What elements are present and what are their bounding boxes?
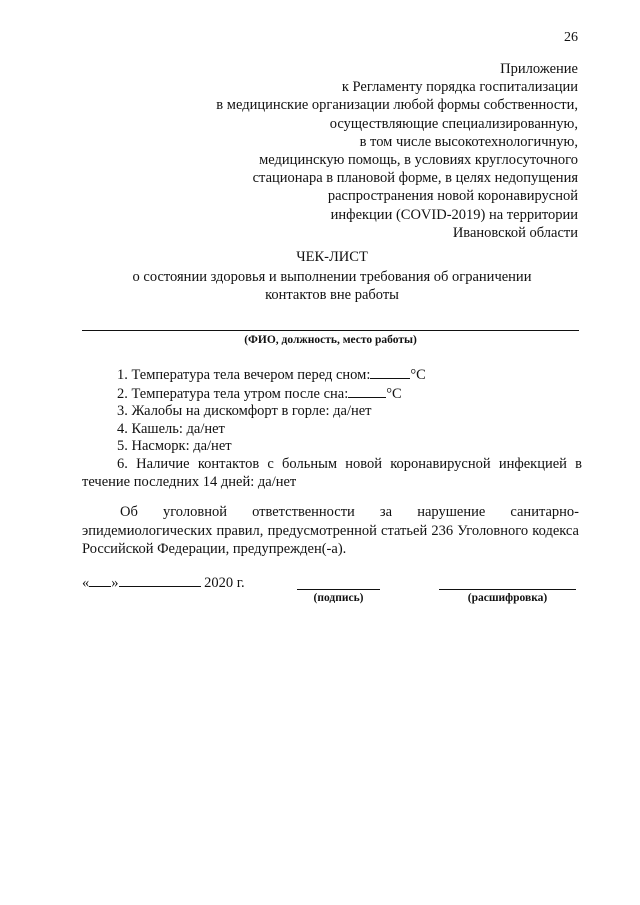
liability-text: эпидемиологических правил, предусмотренной статьей 236 Уголовного кодекса Российской Федерации, предупрежден(-а). [82,522,579,557]
appendix-line: инфекции (COVID-2019) на территории [330,206,578,223]
appendix-line: в том числе высокотехнологичную, [359,133,578,150]
day-blank[interactable] [89,574,111,587]
document-title: ЧЕК-ЛИСТ [296,249,368,265]
month-blank[interactable] [119,574,201,587]
degree-unit: °С [386,385,402,402]
signature-line[interactable] [297,589,380,590]
page-number: 26 [564,30,578,45]
date-year: 2020 г. [204,575,245,591]
date-quote-open: « [82,575,90,591]
fio-caption: (ФИО, должность, место работы) [244,334,417,346]
checklist-item-throat: 3. Жалобы на дискомфорт в горле: да/нет [117,403,372,420]
appendix-line: медицинскую помощь, в условиях круглосуточного [259,152,578,169]
date-quote-close: » [111,575,119,591]
date-field [82,574,245,592]
appendix-line: осуществляющие специализированную, [329,115,578,132]
appendix-line: к Регламенту порядка госпитализации [341,79,578,96]
checklist-items [82,366,582,491]
degree-unit: °С [410,367,426,383]
checklist-item-runny-nose: 5. Насморк: да/нет [117,438,232,455]
appendix-line: распространения новой коронавирусной [327,188,578,205]
checklist-item-cough: 4. Кашель: да/нет [117,420,225,437]
appendix-line: Приложение [500,61,578,77]
appendix-line: Ивановской области [452,224,578,241]
document-subtitle: о состоянии здоровья и выполнении требования об ограничении [132,269,532,285]
appendix-header [108,60,578,242]
fio-blank-line[interactable] [82,330,579,331]
item-label: 1. Температура тела вечером перед сном: [117,367,371,383]
appendix-line: стационара в плановой форме, в целях недопущения [252,170,578,187]
signature-row [82,574,582,614]
item-label: 2. Температура тела утром после сна: [117,385,349,402]
signature-caption: (подпись) [313,592,364,604]
liability-warning [82,503,579,559]
morning-temp-blank[interactable] [348,385,386,398]
evening-temp-blank[interactable] [370,366,410,379]
checklist-item-contacts: 6. Наличие контактов с больным новой коронавирусной инфекцией в течение последних 14 дней: да/нет [82,455,582,490]
document-subtitle: контактов вне работы [265,287,399,303]
decode-caption: (расшифровка) [467,592,548,604]
appendix-line: в медицинские организации любой формы собственности, [216,97,578,114]
checklist-item-evening-temp [82,366,582,385]
decode-line[interactable] [439,589,576,590]
liability-line: Об уголовной ответственности за нарушение санитарно- [120,504,579,520]
title-block [82,248,582,304]
checklist-item-morning-temp [82,385,582,404]
